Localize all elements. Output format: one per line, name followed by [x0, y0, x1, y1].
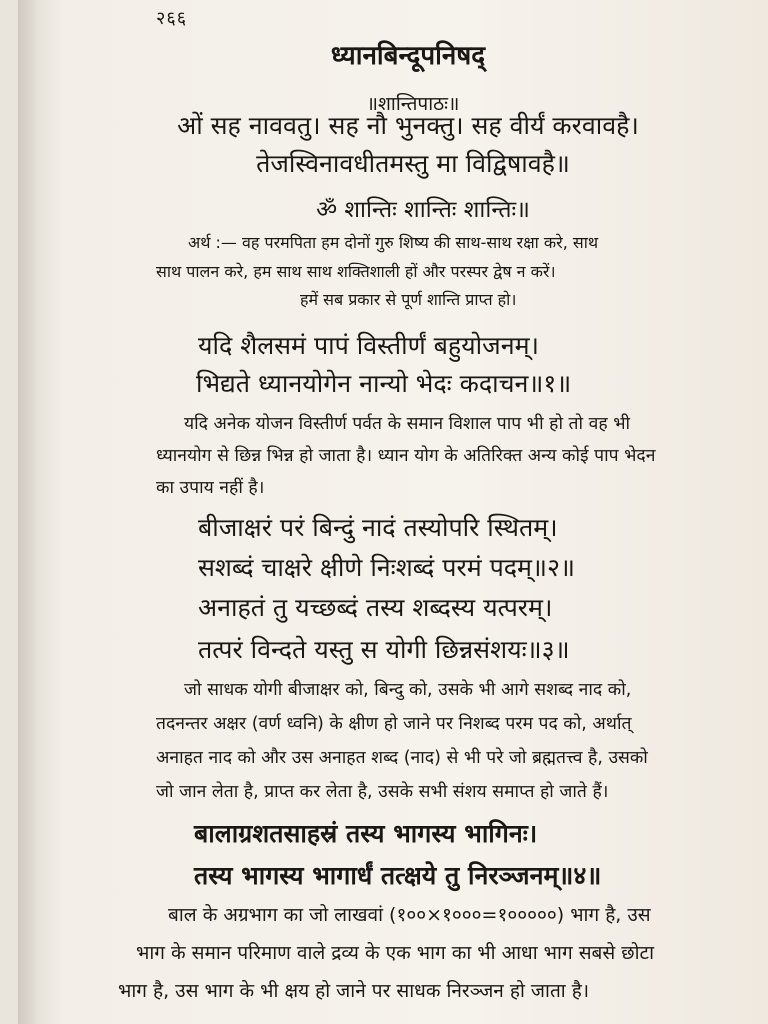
verse-3-line-1: अनाहतं तु यच्छब्दं तस्य शब्दस्य यत्परम्। — [198, 593, 553, 622]
verse-1-line-2: भिद्यते ध्यानयोगेन नान्यो भेदः कदाचन॥१॥ — [196, 369, 572, 398]
book-page — [18, 0, 768, 1024]
shanti-line-2: तेजस्विनावधीतमस्तु मा विद्विषावहै॥ — [256, 149, 570, 178]
shanti-line-3: ॐ शान्तिः शान्तिः शान्तिः॥ — [316, 197, 530, 223]
verse-4-meaning-line-3: भाग है, उस भाग के भी क्षय हो जाने पर साधक निरञ्जन हो जाता है। — [118, 980, 590, 1002]
verse-4-line-2: तस्य भागस्य भागार्धं तत्क्षये तु निरञ्जनम्॥४॥ — [194, 861, 602, 890]
verse-2-line-1: बीजाक्षरं परं बिन्दुं नादं तस्योपरि स्थितम्। — [198, 513, 558, 542]
verse-2-3-meaning-line-2: तदनन्तर अक्षर (वर्ण ध्वनि) के क्षीण हो जाने पर निशब्द परम पद को, अर्थात् — [156, 714, 632, 734]
verse-2-3-meaning-line-1: जो साधक योगी बीजाक्षर को, बिन्दु को, उसके भी आगे सशब्द नाद को, — [184, 680, 632, 700]
verse-1-meaning-line-1: यदि अनेक योजन विस्तीर्ण पर्वत के समान विशाल पाप भी हो तो वह भी — [184, 414, 631, 434]
verse-2-line-2: सशब्दं चाक्षरे क्षीणे निःशब्दं परमं पदम्॥२॥ — [198, 553, 575, 582]
verse-1-line-1: यदि शैलसमं पापं विस्तीर्णं बहुयोजनम्। — [198, 331, 539, 360]
verse-1-meaning-line-2: ध्यानयोग से छिन्न भिन्न हो जाता है। ध्यान योग के अतिरिक्त अन्य कोई पाप भेदन — [156, 446, 656, 466]
shanti-meaning-line-2: साथ पालन करे, हम साथ साथ शक्तिशाली हों और परस्पर द्वेष न करें। — [156, 262, 556, 281]
page-title: ध्यानबिन्दूपनिषद् — [330, 41, 486, 71]
verse-4-meaning-line-2: भाग के समान परिमाण वाले द्रव्य के एक भाग का भी आधा भाग सबसे छोटा — [136, 942, 655, 964]
page-number: २६६ — [156, 8, 188, 29]
verse-4-meaning-line-1: बाल के अग्रभाग का जो लाखवां (१००×१०००=१०००००) भाग है, उस — [168, 904, 651, 926]
verse-2-3-meaning-line-4: जो जान लेता है, प्राप्त कर लेता है, उसके सभी संशय समाप्त हो जाते हैं। — [156, 782, 609, 802]
shanti-meaning-line-1: अर्थ :— वह परमपिता हम दोनों गुरु शिष्य की साथ-साथ रक्षा करे, साथ — [188, 233, 599, 252]
shanti-meaning-line-3: हमें सब प्रकार से पूर्ण शान्ति प्राप्त हो। — [300, 290, 517, 309]
shanti-heading: ॥शान्तिपाठः॥ — [366, 93, 460, 115]
verse-4-line-1: बालाग्रशतसाहस्रं तस्य भागस्य भागिनः। — [194, 819, 538, 848]
shanti-line-1: ओं सह नाववतु। सह नौ भुनक्तु। सह वीर्यं करवावहै। — [177, 111, 639, 140]
verse-1-meaning-line-3: का उपाय नहीं है। — [156, 478, 265, 498]
verse-2-3-meaning-line-3: अनाहत नाद को और उस अनाहत शब्द (नाद) से भी परे जो ब्रह्मतत्त्व है, उसको — [156, 748, 648, 768]
verse-3-line-2: तत्परं विन्दते यस्तु स योगी छिन्नसंशयः॥३॥ — [198, 635, 570, 664]
